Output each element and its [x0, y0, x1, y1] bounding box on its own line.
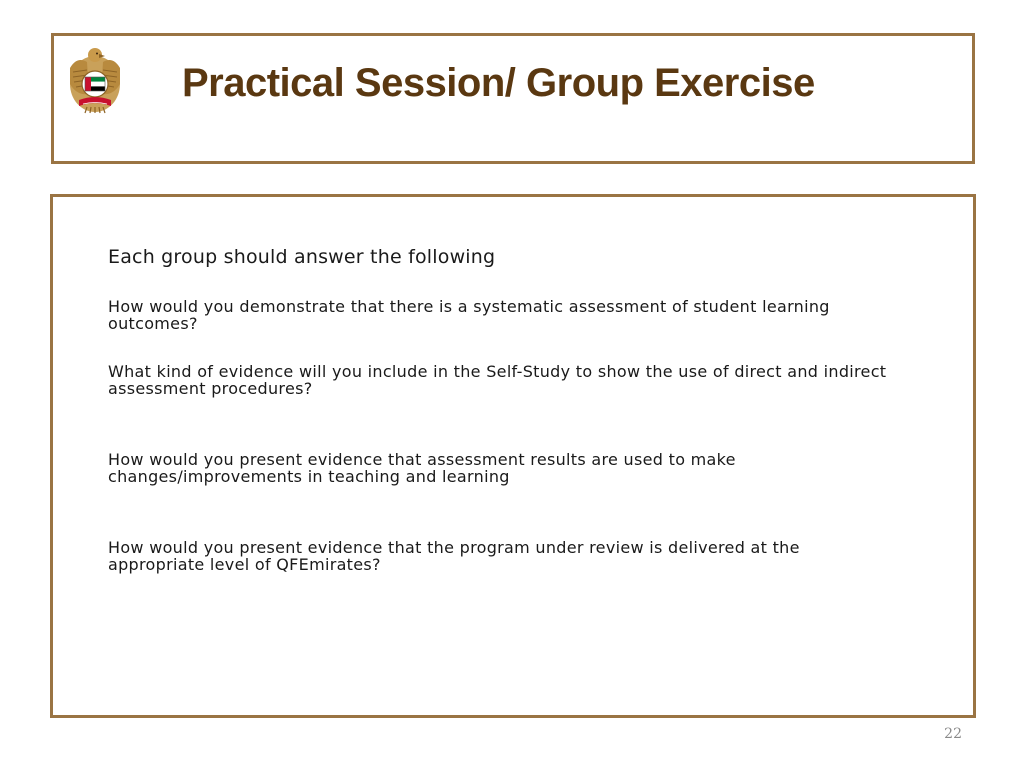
intro-text: Each group should answer the following — [108, 246, 496, 268]
question-1: How would you demonstrate that there is a systematic assessment of student learning outcomes? — [108, 297, 830, 333]
slide-title: Practical Session/ Group Exercise — [182, 61, 815, 105]
title-box — [51, 33, 975, 164]
question-4: How would you present evidence that the program under review is delivered at the appropriate level of QFEmirates? — [108, 538, 800, 574]
uae-eagle-emblem-icon — [67, 44, 123, 114]
content-box — [50, 194, 976, 718]
question-2: What kind of evidence will you include in the Self-Study to show the use of direct and indirect assessment procedures? — [108, 362, 887, 398]
page-number: 22 — [944, 726, 962, 742]
question-3: How would you present evidence that assessment results are used to make changes/improvements in teaching and learning — [108, 450, 736, 486]
